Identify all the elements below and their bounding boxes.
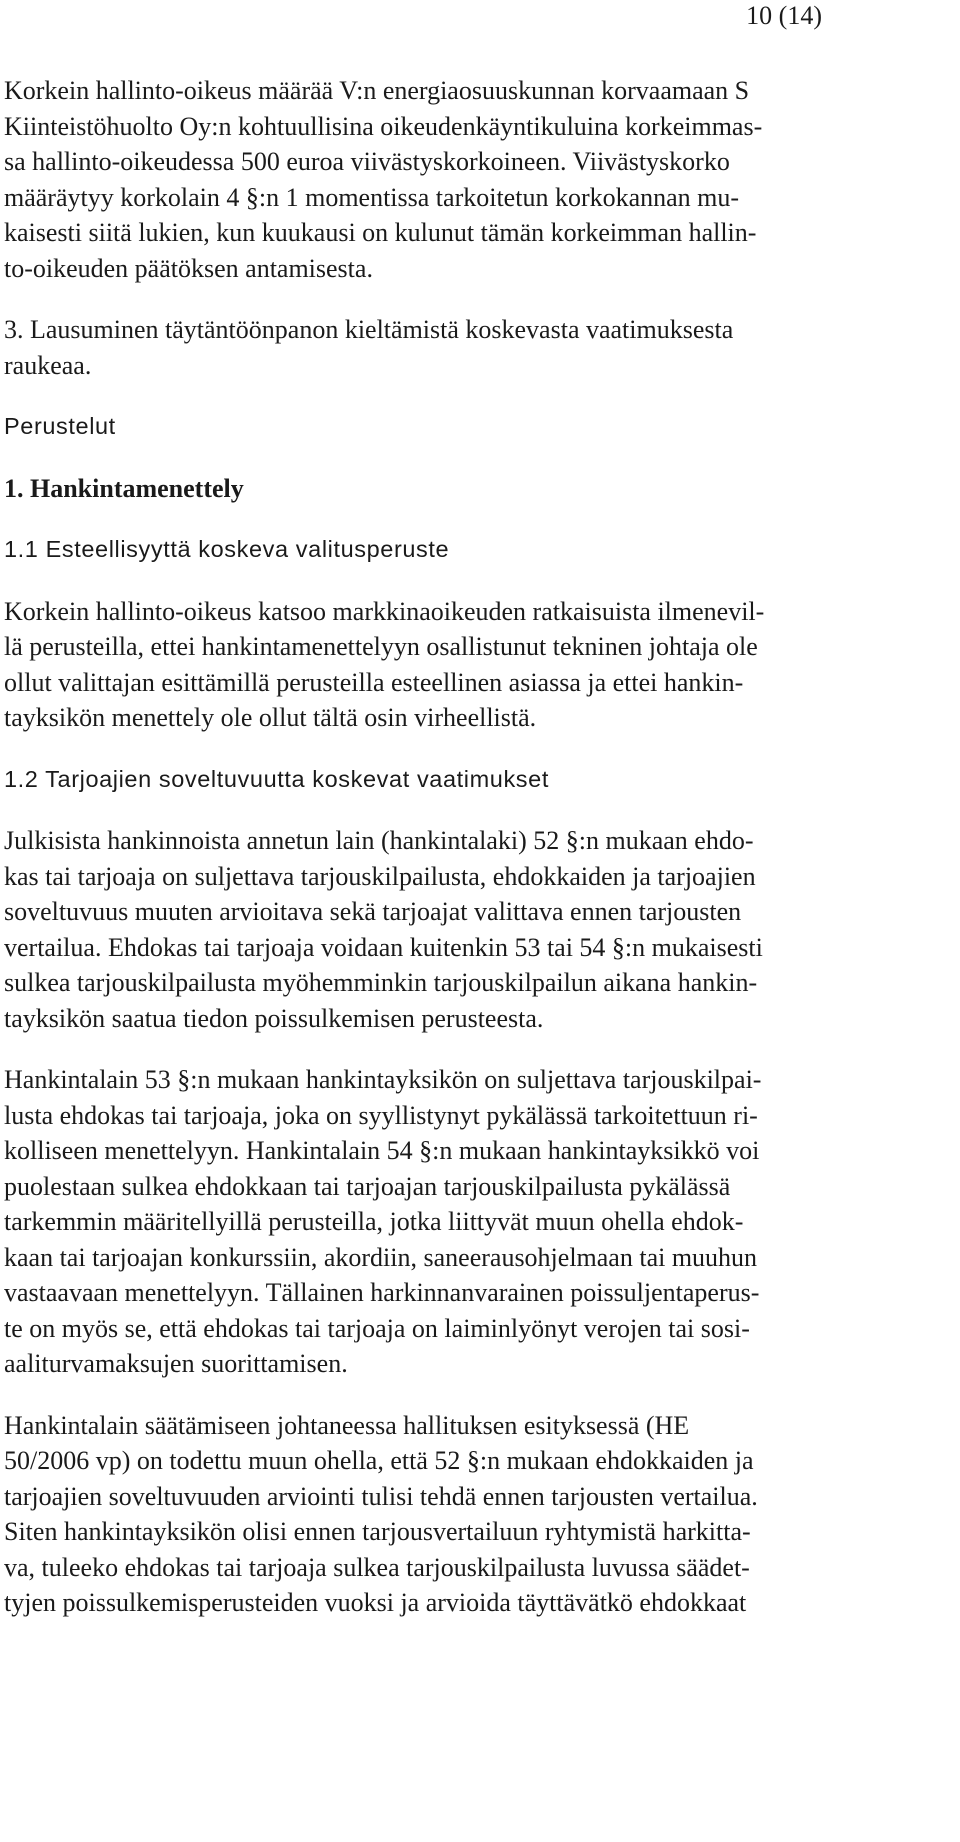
text-line: raukeaa.: [4, 350, 92, 380]
text-line: Korkein hallinto-oikeus katsoo markkinaoikeuden ratkaisuista ilmenevil-: [4, 596, 765, 626]
text-line: tyjen poissulkemisperusteiden vuoksi ja arvioida täyttävätkö ehdokkaat: [4, 1588, 747, 1617]
text-line: sa hallinto-oikeudessa 500 euroa viivästyskorkoineen. Viivästyskorko: [4, 147, 730, 176]
subsection-1-1-paragraph: [4, 594, 954, 736]
text-line: Hankintalain 53 §:n mukaan hankintayksikön on suljettava tarjouskilpai-: [4, 1065, 762, 1094]
text-line: määräytyy korkolain 4 §:n 1 momentissa tarkoitetun korkokannan mu-: [4, 182, 740, 212]
page-number: 10 (14): [746, 1, 822, 30]
text-line: 3. Lausuminen täytäntöönpanon kieltämistä koskevasta vaatimuksesta: [4, 315, 734, 344]
text-line: te on myös se, että ehdokas tai tarjoaja on laiminlyönyt verojen tai sosi-: [4, 1313, 750, 1343]
text-line: kaan tai tarjoajan konkurssiin, akordiin, saneerausohjelmaan tai muuhun: [4, 1242, 758, 1272]
subsection-1-2-paragraph-1: [4, 823, 954, 1036]
text-line: kaisesti siitä lukien, kun kuukausi on kulunut tämän korkeimman hallin-: [4, 218, 757, 247]
text-line: ollut valittajan esittämillä perusteilla esteellinen asiassa ja ettei hankin-: [4, 667, 744, 697]
text-line: tarkemmin määritellyillä perusteilla, jotka liittyvät muun ohella ehdok-: [4, 1207, 744, 1236]
text-line: sulkea tarjouskilpailusta myöhemminkin tarjouskilpailun aikana hankin-: [4, 968, 758, 997]
text-line: tarjoajien soveltuvuuden arviointi tulisi tehdä ennen tarjousten vertailua.: [4, 1481, 758, 1511]
text-line: Siten hankintayksikön olisi ennen tarjousvertailuun ryhtymistä harkitta-: [4, 1517, 751, 1546]
text-line: tayksikön saatua tiedon poissulkemisen perusteesta.: [4, 1003, 544, 1033]
document-body: [4, 73, 954, 1621]
subsection-heading: 1.1 Esteellisyyttä koskeva valitusperuste: [4, 536, 450, 562]
text-line: to-oikeuden päätöksen antamisesta.: [4, 253, 373, 283]
text-line: Korkein hallinto-oikeus määrää V:n energiaosuuskunnan korvaamaan S: [4, 76, 750, 105]
text-line: Julkisista hankinnoista annetun lain (hankintalaki) 52 §:n mukaan ehdo-: [4, 826, 754, 855]
reasons-heading: Perustelut: [4, 413, 116, 439]
text-line: vastaavaan menettelyyn. Tällainen harkinnanvarainen poissuljentaperus-: [4, 1278, 760, 1307]
text-line: Hankintalain säätämiseen johtaneessa hallituksen esityksessä (HE: [4, 1410, 690, 1440]
text-line: Kiinteistöhuolto Oy:n kohtuullisina oikeudenkäyntikuluina korkeimmas-: [4, 111, 763, 141]
decision-paragraph-costs: [4, 73, 954, 286]
decision-paragraph-enforcement: [4, 312, 954, 383]
text-line: tayksikön menettely ole ollut tältä osin virheellistä.: [4, 703, 537, 732]
text-line: lä perusteilla, ettei hankintamenettelyyn osallistunut tekninen johtaja ole: [4, 632, 758, 661]
text-line: 50/2006 vp) on todettu muun ohella, että 52 §:n mukaan ehdokkaiden ja: [4, 1446, 754, 1475]
text-line: lusta ehdokas tai tarjoaja, joka on syyllistynyt pykälässä tarkoitettuun ri-: [4, 1100, 758, 1130]
text-line: kas tai tarjoaja on suljettava tarjouskilpailusta, ehdokkaiden ja tarjoajien: [4, 861, 756, 891]
section-heading: 1. Hankintamenettely: [4, 473, 244, 503]
subsection-1-2-paragraph-3: [4, 1408, 954, 1621]
subsection-heading: 1.2 Tarjoajien soveltuvuutta koskevat vaatimukset: [4, 765, 549, 792]
text-line: soveltuvuus muuten arvioitava sekä tarjoajat valittava ennen tarjousten: [4, 897, 742, 926]
text-line: va, tuleeko ehdokas tai tarjoaja sulkea tarjouskilpailusta luvussa säädet-: [4, 1552, 750, 1582]
text-line: puolestaan sulkea ehdokkaan tai tarjoajan tarjouskilpailusta pykälässä: [4, 1171, 731, 1201]
text-line: kolliseen menettelyyn. Hankintalain 54 §:n mukaan hankintayksikkö voi: [4, 1136, 760, 1165]
text-line: aaliturvamaksujen suorittamisen.: [4, 1349, 348, 1378]
subsection-1-2-paragraph-2: [4, 1062, 954, 1382]
text-line: vertailua. Ehdokas tai tarjoaja voidaan kuitenkin 53 tai 54 §:n mukaisesti: [4, 932, 763, 962]
